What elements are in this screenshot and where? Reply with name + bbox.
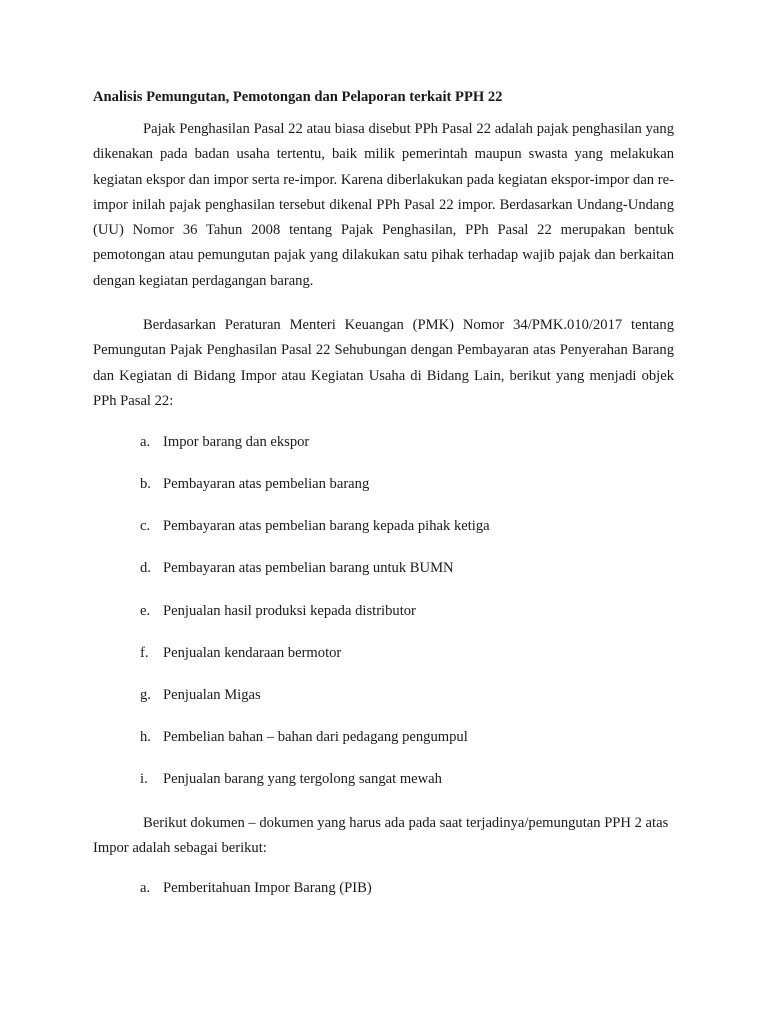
list-item-text: Penjualan kendaraan bermotor — [163, 645, 342, 661]
list-item-text: Pemberitahuan Impor Barang (PIB) — [163, 880, 372, 896]
dokumen-paragraph: Berikut dokumen – dokumen yang harus ada pada saat terjadinya/pemungutan PPH 2 atas Impor adalah sebagai berikut: — [93, 815, 669, 857]
list-item-text: Pembayaran atas pembelian barang — [163, 476, 370, 492]
list-marker: f. — [140, 645, 149, 661]
pmk-paragraph: Berdasarkan Peraturan Menteri Keuangan (PMK) Nomor 34/PMK.010/2017 tentang Pemungutan Pajak Penghasilan Pasal 22 Sehubungan dengan Pembayaran atas Penyerahan Barang dan Kegiatan di Bidang Impor atau Kegiatan Usaha di Bidang Lain, berikut yang menjadi objek PPh Pasal 22: — [93, 317, 674, 409]
list-marker: a. — [140, 434, 151, 450]
intro-paragraph: Pajak Penghasilan Pasal 22 atau biasa disebut PPh Pasal 22 adalah pajak penghasilan yang dikenakan pada badan usaha tertentu, baik milik pemerintah maupun swasta yang melakukan kegiatan ekspor dan impor serta re-impor. Karena diberlakukan pada kegiatan ekspor-impor dan re-impor inilah pajak penghasilan tersebut dikenal PPh Pasal 22 impor. Berdasarkan Undang-Undang (UU) Nomor 36 Tahun 2008 tentang Pajak Penghasilan, PPh Pasal 22 merupakan bentuk pemotongan atau pemungutan pajak yang dilakukan satu pihak terhadap wajib pajak dan berkaitan dengan kegiatan perdagangan barang. — [93, 121, 674, 289]
list-marker: e. — [140, 603, 151, 619]
document-title: Analisis Pemungutan, Pemotongan dan Pelaporan terkait PPH 22 — [93, 89, 503, 105]
list-marker: h. — [140, 729, 151, 745]
list-item-text: Pembayaran atas pembelian barang untuk BUMN — [163, 560, 454, 576]
list-marker: d. — [140, 560, 151, 576]
list-item-text: Pembelian bahan – bahan dari pedagang pengumpul — [163, 729, 468, 745]
list-marker: c. — [140, 518, 151, 534]
list-item-text: Impor barang dan ekspor — [163, 434, 310, 450]
list-marker: i. — [140, 771, 148, 787]
list-marker: a. — [140, 880, 151, 896]
list-item-text: Penjualan barang yang tergolong sangat mewah — [163, 771, 442, 787]
list-item-text: Penjualan Migas — [163, 687, 261, 703]
list-marker: b. — [140, 476, 151, 492]
list-marker: g. — [140, 687, 151, 703]
list-item-text: Penjualan hasil produksi kepada distributor — [163, 603, 416, 619]
list-item-text: Pembayaran atas pembelian barang kepada pihak ketiga — [163, 518, 490, 534]
